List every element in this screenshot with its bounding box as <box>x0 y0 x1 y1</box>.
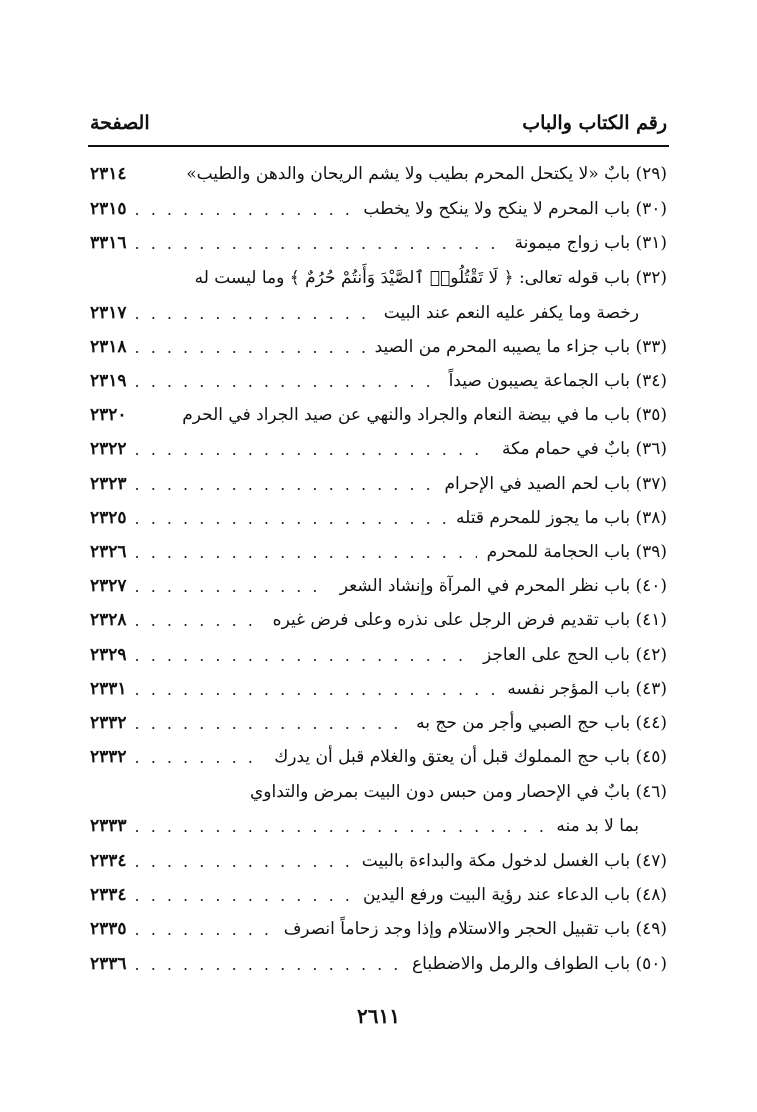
entry-page: ٢٣٢٥ <box>90 508 127 528</box>
dot-leader <box>135 200 354 219</box>
entry-title: (٣٠) باب المحرم لا ينكح ولا ينكح ولا يخطب <box>363 199 667 219</box>
entry-title: (٥٠) باب الطواف والرمل والاضطباع <box>412 954 667 974</box>
toc-row <box>90 364 667 398</box>
toc-row <box>90 296 667 330</box>
entry-title: (٣٧) باب لحم الصيد في الإحرام <box>444 474 667 494</box>
toc-row <box>90 535 667 569</box>
dot-leader <box>135 440 492 459</box>
dot-leader <box>135 577 330 596</box>
column-header-chapter: رقم الكتاب والباب <box>522 112 667 134</box>
entry-title: (٤٤) باب حج الصبي وأجر من حج به <box>416 713 667 733</box>
dot-leader <box>135 852 352 871</box>
toc-row <box>90 192 667 226</box>
entry-page: ٢٣٢٢ <box>90 439 127 459</box>
dot-leader <box>135 955 402 974</box>
entry-page: ٢٣٢٠ <box>90 405 127 425</box>
entry-title: (٤٢) باب الحج على العاجز <box>482 645 667 665</box>
toc-row <box>90 260 667 294</box>
entry-title: (٤٨) باب الدعاء عند رؤية البيت ورفع اليدين <box>363 885 667 905</box>
entry-page: ٢٣٢٧ <box>90 576 127 596</box>
toc-row <box>90 432 667 466</box>
dot-leader <box>135 543 477 562</box>
entry-title: (٣٥) باب ما في بيضة النعام والجراد والنهي عن صيد الجراد في الحرم <box>182 405 667 425</box>
dot-leader <box>135 304 374 323</box>
entry-page: ٢٣٣٤ <box>90 885 127 905</box>
entry-title: (٤١) باب تقديم فرض الرجل على نذره وعلى فرض غيره <box>272 610 667 630</box>
entry-title: (٣١) باب زواج ميمونة <box>514 233 667 253</box>
entry-page: ٢٣٢٩ <box>90 645 127 665</box>
entry-page: ٢٣١٥ <box>90 199 127 219</box>
toc-row <box>90 603 667 637</box>
entry-page: ٢٣٣٦ <box>90 954 127 974</box>
toc-row <box>90 912 667 946</box>
toc-row <box>90 775 667 809</box>
toc-row <box>90 844 667 878</box>
entry-title: (٣٦) بابٌ في حمام مكة <box>501 439 667 459</box>
entry-title: (٤٧) باب الغسل لدخول مكة والبداءة بالبيت <box>361 851 667 871</box>
toc-row <box>90 672 667 706</box>
toc-row <box>90 501 667 535</box>
dot-leader <box>135 817 547 836</box>
entry-page: ٢٣٣٣ <box>90 816 127 836</box>
dot-leader <box>135 920 274 939</box>
entry-title: (٤٠) باب نظر المحرم في المرآة وإنشاد الشعر <box>339 576 667 596</box>
dot-leader <box>135 338 365 357</box>
entry-page: ٢٣٢٣ <box>90 474 127 494</box>
entry-title: بما لا بد منه <box>556 816 639 836</box>
entry-title: (٤٥) باب حج المملوك قبل أن يعتق والغلام قبل أن يدرك <box>274 747 667 767</box>
dot-leader <box>135 475 435 494</box>
entry-page: ٢٣٣٤ <box>90 851 127 871</box>
dot-leader <box>135 509 447 528</box>
entry-page: ٢٣٢٦ <box>90 542 127 562</box>
toc-row <box>90 740 667 774</box>
column-header-page: الصفحة <box>90 112 150 134</box>
toc-row <box>90 706 667 740</box>
entry-title: (٣٩) باب الحجامة للمحرم <box>486 542 667 562</box>
entry-page: ٢٣٣٢ <box>90 747 127 767</box>
entry-title: (٣٨) باب ما يجوز للمحرم قتله <box>456 508 667 528</box>
entry-page: ٢٣١٧ <box>90 303 127 323</box>
entry-title: (٢٩) بابٌ «لا يكتحل المحرم بطيب ولا يشم الريحان والدهن والطيب» <box>186 164 667 184</box>
entry-page: ٢٣١٤ <box>90 164 127 184</box>
entry-page: ٢٣٢٨ <box>90 610 127 630</box>
dot-leader <box>135 886 354 905</box>
dot-leader <box>135 748 265 767</box>
toc-row <box>90 226 667 260</box>
entry-page: ٣٣١٦ <box>90 233 127 253</box>
entry-page: ٢٣٣٥ <box>90 919 127 939</box>
toc-row <box>90 157 667 191</box>
toc-row <box>90 638 667 672</box>
toc-row <box>90 809 667 843</box>
toc-row <box>90 398 667 432</box>
header-rule <box>88 145 669 147</box>
dot-leader <box>135 234 505 253</box>
entry-title: (٤٣) باب المؤجر نفسه <box>507 679 667 699</box>
entry-title: (٤٦) بابٌ في الإحصار ومن حبس دون البيت بمرض والتداوي <box>249 782 667 802</box>
entry-page: ٢٣٣٢ <box>90 713 127 733</box>
entry-page: ٢٣١٨ <box>90 337 127 357</box>
entry-title: (٣٢) باب قوله تعالى: ﴿ لَا تَقْتُلُوا۟ ٱلصَّيْدَ وَأَنتُمْ حُرُمٌ ﴾ وما ليست له <box>194 267 667 288</box>
entry-page: ٢٣٣١ <box>90 679 127 699</box>
dot-leader <box>135 646 473 665</box>
entry-page: ٢٣١٩ <box>90 371 127 391</box>
dot-leader <box>135 611 263 630</box>
dot-leader <box>135 372 439 391</box>
toc-row <box>90 878 667 912</box>
toc-row <box>90 569 667 603</box>
entry-title: (٣٤) باب الجماعة يصيبون صيداً <box>448 371 667 391</box>
entry-title: رخصة وما يكفر عليه النعم عند البيت <box>383 303 639 323</box>
page-number: ٢٦١١ <box>357 1004 400 1028</box>
dot-leader <box>135 714 407 733</box>
toc-row <box>90 467 667 501</box>
toc-row <box>90 947 667 981</box>
toc-row <box>90 330 667 364</box>
entry-title: (٤٩) باب تقبيل الحجر والاستلام وإذا وجد زحاماً انصرف <box>283 919 667 939</box>
dot-leader <box>135 680 498 699</box>
entry-title: (٣٣) باب جزاء ما يصيبه المحرم من الصيد <box>374 337 667 357</box>
